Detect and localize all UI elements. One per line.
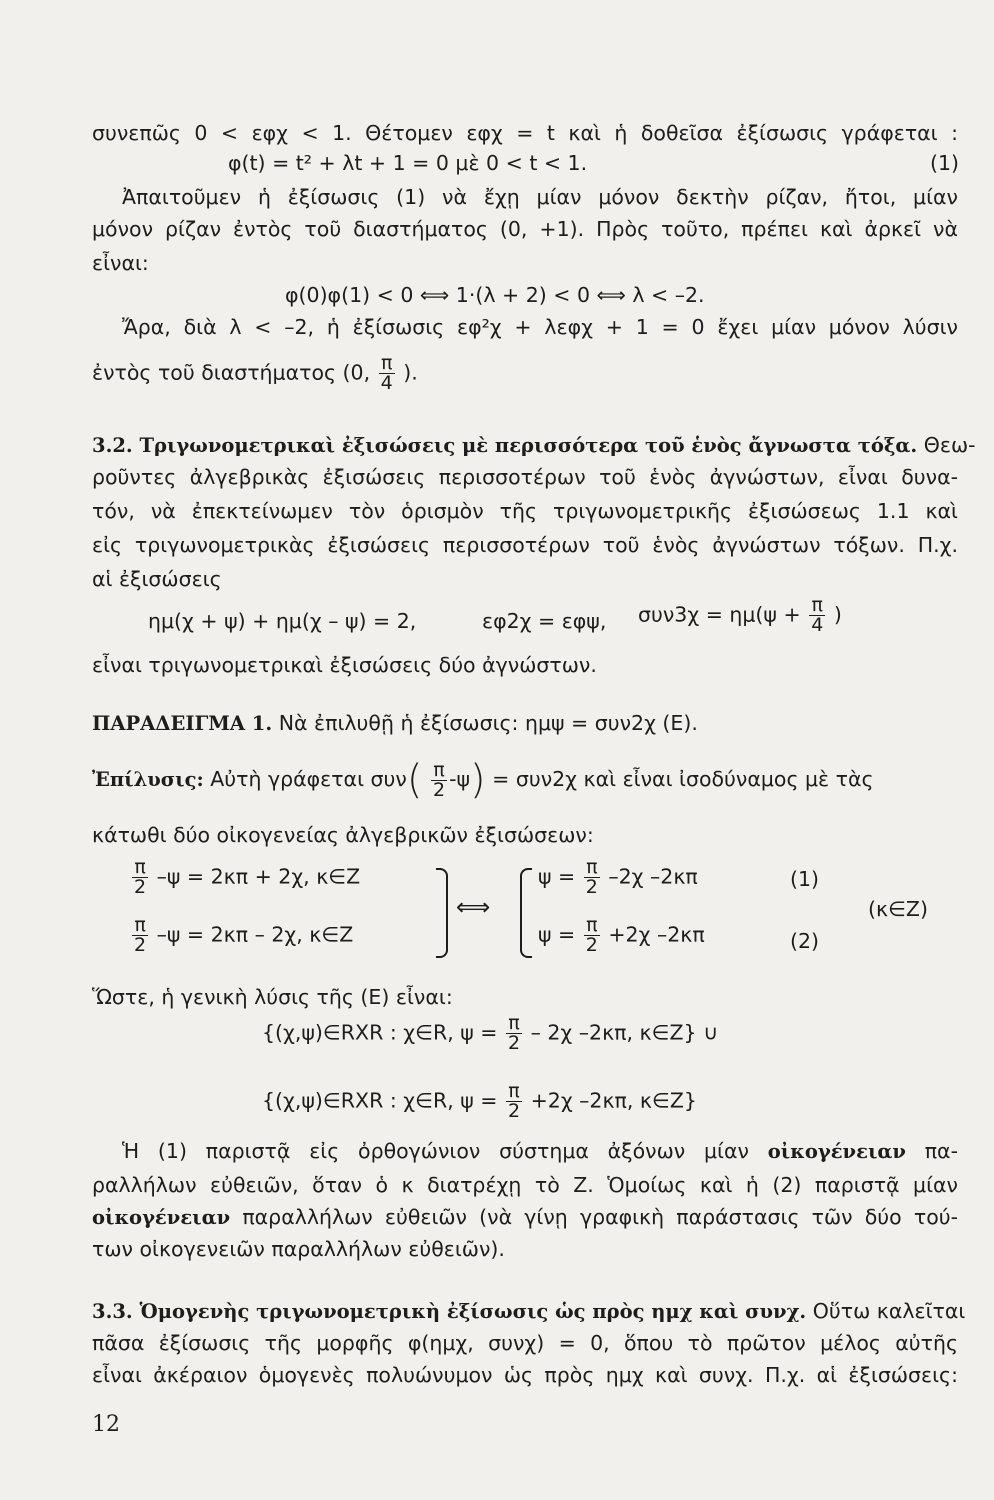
fraction-pi-over-2 — [431, 758, 447, 801]
equation-1: φ(t) = t² + λt + 1 = 0 μὲ 0 < t < 1. — [228, 151, 588, 175]
equation-text: –2χ –2κπ — [608, 864, 698, 889]
text-line: Ὥστε, ἡ γενικὴ λύσις τῆς (Ε) εἶναι: — [92, 985, 453, 1009]
denominator: 2 — [432, 778, 446, 801]
fraction-pi-over-2 — [132, 916, 148, 955]
equation-number-1: (1) — [930, 151, 960, 175]
solution-title: Ἐπίλυσις: — [92, 768, 204, 791]
text-line — [92, 1138, 958, 1165]
text-line — [92, 1204, 958, 1231]
equation-text: +2χ –2κπ — [608, 922, 705, 947]
text-line: κάτωθι δύο οἰκογενείας ἀλγεβρικῶν ἐξισώσεων: — [92, 823, 594, 847]
fraction-pi-over-2 — [506, 1082, 522, 1121]
numerator: π — [586, 856, 598, 878]
text-span: παραλλήλων εὐθειῶν (νὰ γίνῃ γραφικὴ παράστασις τῶν δύο τού- — [242, 1205, 958, 1229]
fraction-pi-over-4 — [809, 596, 825, 635]
example-1-heading — [92, 710, 958, 737]
section-text: Οὕτω καλεῖται — [812, 1299, 966, 1323]
fraction-pi-over-2 — [584, 916, 600, 955]
denominator: 2 — [134, 934, 147, 956]
fraction-pi-over-2 — [132, 858, 148, 897]
system-left-1 — [130, 858, 360, 897]
system-left-2 — [130, 916, 353, 955]
solution-text: Αὐτὴ γράφεται συν — [210, 767, 407, 791]
example-equation-a: ημ(χ + ψ) + ημ(χ – ψ) = 2, — [148, 609, 417, 633]
bold-term: οἰκογένειαν — [92, 1206, 231, 1229]
denominator: 4 — [380, 372, 393, 394]
denominator: 2 — [507, 1032, 521, 1054]
equation-number: (2) — [790, 929, 820, 953]
set-text: – 2χ –2κπ, κ∈Ζ} ∪ — [530, 1020, 719, 1045]
section-text: Θεω- — [923, 433, 976, 457]
equation-close: ) — [833, 602, 842, 627]
solution-set-2 — [262, 1082, 697, 1121]
text-line: ραλλήλων εὐθειῶν, ὅταν ὁ κ διατρέχῃ τὸ Ζ. Ὁμοίως καὶ ἡ (2) παριστᾷ μίαν — [92, 1173, 958, 1197]
solution-text: = συν2χ καὶ εἶναι ἰσοδύναμος μὲ τὰς — [492, 767, 874, 791]
text-span: Ἡ (1) παριστᾷ εἰς ὀρθογώνιον σύστημα ἀξόνων μίαν — [122, 1139, 749, 1163]
integer-condition: (κ∈Ζ) — [868, 897, 928, 921]
set-text: {(χ,ψ)∈RXR : χ∈R, ψ = — [262, 1088, 498, 1113]
equation-text: ψ = — [538, 922, 576, 947]
section-3-2-heading — [92, 432, 976, 459]
equation-text: ψ = — [538, 864, 576, 889]
equation-text: –ψ = 2κπ – 2χ, κ∈Ζ — [156, 922, 354, 947]
interval-text: ἐντὸς τοῦ διαστήματος (0, — [92, 360, 371, 385]
text-line: εἶναι: — [92, 251, 149, 275]
equation-text: συν3χ = ημ(ψ + — [638, 602, 801, 627]
set-text: {(χ,ψ)∈RXR : χ∈R, ψ = — [262, 1020, 498, 1045]
numerator: π — [380, 352, 393, 374]
text-line: ροῦντες ἀλγεβρικὰς ἐξισώσεις περισσοτέρων τοῦ ἑνὸς ἀγνώστων, εἶναι δυνα- — [92, 465, 958, 489]
denominator: 4 — [811, 614, 824, 636]
example-equation-b: εφ2χ = εφψ, — [482, 609, 607, 633]
text-line: εἰς τριγωνομετρικὰς ἐξισώσεις περισσοτέρων τοῦ ἑνὸς ἀγνώστων τόξων. Π.χ. — [92, 533, 958, 557]
close-paren: ) — [470, 757, 486, 803]
text-line: εἶναι ἀκέραιον ὁμογενὲς πολυώνυμον ὡς πρὸς ημχ καὶ συνχ. Π.χ. αἱ ἐξισώσεις: — [92, 1363, 958, 1387]
fraction-pi-over-2 — [584, 858, 600, 897]
right-brace — [436, 868, 448, 958]
system-right-1 — [538, 858, 698, 897]
fraction-pi-over-4 — [379, 354, 395, 393]
numerator: π — [586, 914, 598, 936]
solution-set-1 — [262, 1014, 718, 1053]
set-text: +2χ –2κπ, κ∈Ζ} — [530, 1088, 697, 1113]
text-line-with-fraction — [92, 354, 418, 393]
equation-text: –ψ = 2κπ + 2χ, κ∈Ζ — [156, 864, 361, 889]
example-equation-c — [638, 596, 842, 635]
text-line: συνεπῶς 0 < εφχ < 1. Θέτομεν εφχ = t καὶ ἡ δοθεῖσα ἐξίσωσις γράφεται : — [92, 121, 958, 145]
text-line: τόν, νὰ ἐπεκτείνωμεν τὸν ὁρισμὸν τῆς τριγωνομετρικῆς ἐξισώσεως 1.1 καὶ — [92, 499, 958, 523]
equation-2: φ(0)φ(1) < 0 ⟺ 1·(λ + 2) < 0 ⟺ λ < –2. — [285, 283, 705, 307]
denominator: 2 — [134, 876, 147, 898]
text-line: των οἰκογενειῶν παραλλήλων εὐθειῶν). — [92, 1237, 505, 1261]
denominator: 2 — [507, 1100, 521, 1122]
solution-line — [92, 757, 958, 803]
show-through-text — [100, 98, 106, 119]
text-line: εἶναι τριγωνομετρικαὶ ἐξισώσεις δύο ἀγνώστων. — [92, 653, 597, 677]
text-line: πᾶσα ἐξίσωσις τῆς μορφῆς φ(ημχ, συνχ) = 0, ὅπου τὸ πρῶτον μέλος αὐτῆς — [92, 1331, 958, 1355]
text-line: μόνον ρίζαν ἐντὸς τοῦ διαστήματος (0, +1). Πρὸς τοῦτο, πρέπει καὶ ἀρκεῖ νὰ — [92, 217, 958, 241]
example-title: ΠΑΡΑΔΕΙΓΜΑ 1. — [92, 712, 273, 735]
text-line: αἱ ἐξισώσεις — [92, 567, 222, 591]
bold-term: οἰκογένειαν — [767, 1140, 906, 1163]
equation-number: (1) — [790, 867, 820, 891]
numerator: π — [433, 758, 445, 781]
text-line: Ἀπαιτοῦμεν ἡ ἐξίσωσις (1) νὰ ἔχῃ μίαν μόνον δεκτὴν ρίζαν, ἤτοι, μίαν — [122, 185, 958, 209]
example-text: Νὰ ἐπιλυθῇ ἡ ἐξίσωσις: ημψ = συν2χ (Ε). — [278, 711, 698, 735]
numerator: π — [134, 856, 146, 878]
denominator: 2 — [585, 876, 598, 898]
numerator: π — [508, 1080, 520, 1102]
section-title: 3.2. Τριγωνομετρικαὶ ἐξισώσεις μὲ περισσότερα τοῦ ἑνὸς ἄγνωστα τόξα. — [92, 434, 918, 457]
equivalence-arrow: ⟺ — [456, 893, 491, 921]
text-line: Ἄρα, διὰ λ < –2, ἡ ἐξίσωσις εφ²χ + λεφχ + 1 = 0 ἔχει μίαν μόνον λύσιν — [122, 315, 958, 339]
section-3-3-heading — [92, 1298, 966, 1325]
numerator: π — [134, 914, 146, 936]
numerator: π — [508, 1012, 520, 1034]
system-right-2 — [538, 916, 705, 955]
fraction-pi-over-2 — [506, 1014, 522, 1053]
section-title: 3.3. Ὁμογενὴς τριγωνομετρικὴ ἐξίσωσις ὡς πρὸς ημχ καὶ συνχ. — [92, 1300, 807, 1323]
interval-close: ). — [403, 360, 418, 385]
open-paren: ( — [406, 757, 423, 803]
solution-term: -ψ — [449, 767, 470, 791]
text-span: πα- — [924, 1139, 958, 1163]
denominator: 2 — [585, 934, 598, 956]
left-brace — [520, 868, 532, 958]
page-number: 12 — [92, 1412, 120, 1437]
numerator: π — [811, 594, 823, 616]
